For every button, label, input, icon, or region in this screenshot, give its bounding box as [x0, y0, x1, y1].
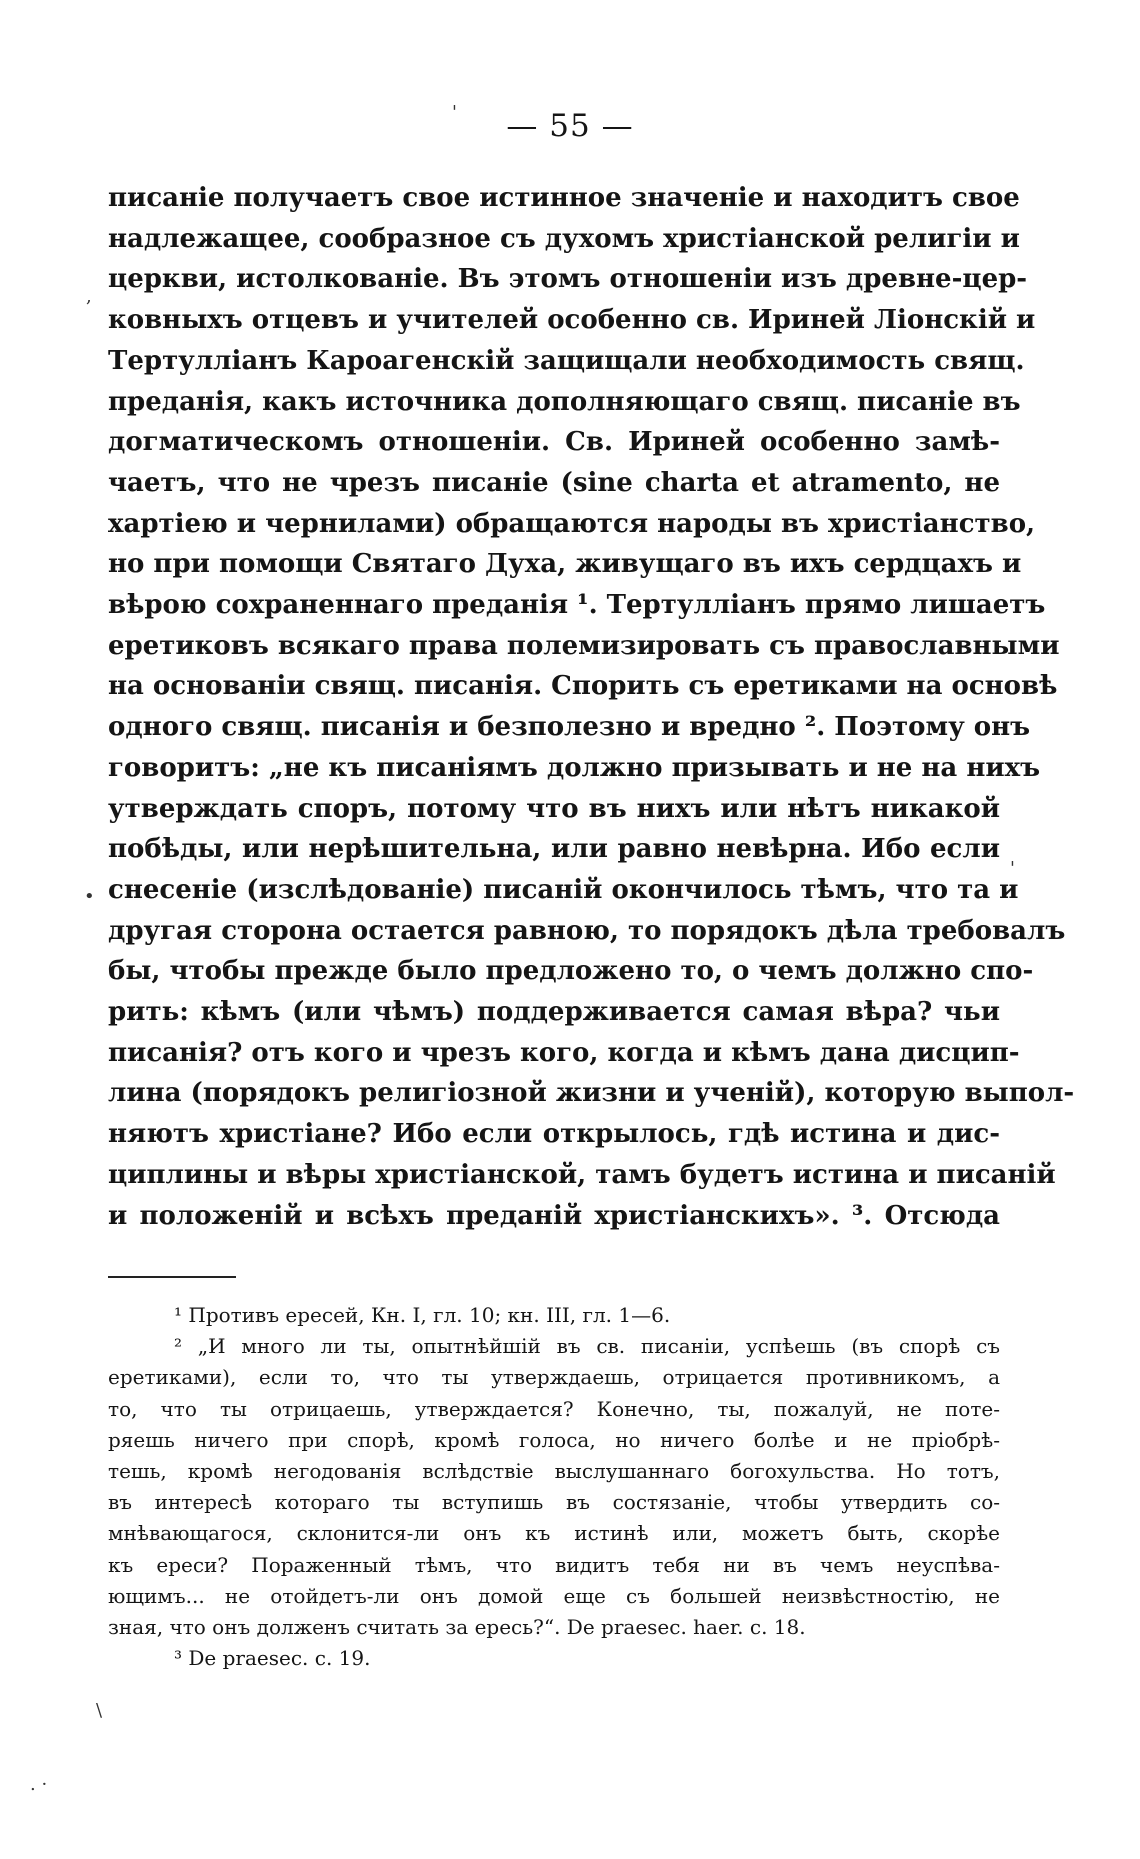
footnote-line: ряешь ничего при спорѣ, кромѣ голоса, но ничего болѣе и не пріобрѣ-	[108, 1427, 1000, 1452]
text-line: чаетъ, что не чрезъ писаніе (sine charta et atramento, не	[108, 467, 1000, 498]
scan-speck: ,	[86, 286, 92, 307]
footnote-line: ющимъ... не отойдетъ-ли онъ домой еще съ большей неизвѣстностію, не	[108, 1583, 1000, 1608]
text-line: утверждать споръ, потому что въ нихъ или нѣтъ никакой	[108, 793, 1000, 824]
text-line: догматическомъ отношеніи. Св. Ириней особенно замѣ-	[108, 427, 1000, 458]
footnote-line: къ ереси? Пораженный тѣмъ, что видитъ тебя ни въ чемъ неуспѣва-	[108, 1552, 1000, 1577]
page-number: — 55 —	[506, 108, 634, 144]
footnote-3: ³ De praesec. c. 19.	[174, 1646, 371, 1671]
text-line: вѣрою сохраненнаго преданія ¹. Тертулліанъ прямо лишаетъ	[108, 590, 1046, 621]
footnotes	[108, 1300, 1000, 1674]
text-line: на основаніи свящ. писанія. Спорить съ еретиками на основѣ	[108, 671, 1058, 702]
text-line: надлежащее, сообразное съ духомъ христіанской религіи и	[108, 223, 1020, 254]
text-line: церкви, истолкованіе. Въ этомъ отношеніи изъ древне-цер-	[108, 264, 1028, 295]
footnote-line: тешь, кромѣ негодованія вслѣдствіе выслушаннаго богохульства. Но тотъ,	[108, 1459, 1000, 1484]
footnote-line: то, что ты отрицаешь, утверждается? Конечно, ты, пожалуй, не поте-	[108, 1396, 1000, 1421]
footnote-line: въ интересѣ котораго ты вступишь въ состязаніе, чтобы утвердить со-	[108, 1490, 1000, 1515]
text-line: циплины и вѣры христіанской, тамъ будетъ истина и писаній	[108, 1159, 1056, 1190]
text-line: хартіею и чернилами) обращаются народы въ христіанство,	[108, 508, 1036, 539]
text-line: рить: кѣмъ (или чѣмъ) поддерживается самая вѣра? чьи	[108, 997, 1000, 1028]
text-line: побѣды, или нерѣшительна, или равно невѣрна. Ибо если	[108, 834, 1000, 865]
text-line: лина (порядокъ религіозной жизни и ученій), которую выпол-	[108, 1078, 1075, 1109]
scan-speck: •	[84, 886, 95, 907]
text-line: другая сторона остается равною, то порядокъ дѣла требовалъ	[108, 915, 1066, 946]
text-line: говоритъ: „не къ писаніямъ должно призывать и не на нихъ	[108, 752, 1041, 783]
text-line: бы, чтобы прежде было предложено то, о чемъ должно спо-	[108, 956, 1034, 987]
text-line: еретиковъ всякаго права полемизировать съ православными	[108, 630, 1060, 661]
footnote-line: зная, что онъ долженъ считать за ересь?“. De praesec. haer. c. 18.	[108, 1615, 806, 1640]
scan-speck: '	[1010, 858, 1015, 879]
text-line: одного свящ. писанія и безполезно и вредно ². Поэтому онъ	[108, 712, 1031, 743]
text-line: Тертулліанъ Кароагенскій защищали необходимость свящ.	[108, 345, 1025, 376]
text-line: и положеній и всѣхъ преданій христіанскихъ». ³. Отсюда	[108, 1200, 1000, 1231]
scan-speck: . ·	[30, 1774, 48, 1795]
text-line: но при помощи Святаго Духа, живущаго въ ихъ сердцахъ и	[108, 549, 1022, 580]
footnote-1: ¹ Противъ ересей, Кн. I, гл. 10; кн. III, гл. 1—6.	[174, 1303, 671, 1327]
footnote-line: мнѣвающагося, склонится-ли онъ къ истинѣ или, можетъ быть, скорѣе	[108, 1521, 1000, 1546]
footnote-2: ² „И много ли ты, опытнѣйшій въ св. писаніи, успѣешь (въ спорѣ съ	[174, 1334, 1000, 1359]
scan-speck: '	[452, 102, 457, 123]
text-line: писанія? отъ кого и чрезъ кого, когда и кѣмъ дана дисцип-	[108, 1037, 1020, 1068]
footnote-divider	[108, 1276, 236, 1278]
footnote-line: еретиками), если то, что ты утверждаешь, отрицается противникомъ, а	[108, 1365, 1000, 1390]
text-line: писаніе получаетъ свое истинное значеніе и находитъ свое	[108, 183, 1020, 213]
scan-speck: \	[96, 1700, 103, 1721]
main-text	[108, 178, 1075, 1236]
text-line: преданія, какъ источника дополняющаго свящ. писаніе въ	[108, 386, 1021, 417]
text-line: няютъ христіане? Ибо если открылось, гдѣ истина и дис-	[108, 1119, 1000, 1150]
text-line: ковныхъ отцевъ и учителей особенно св. Ириней Ліонскій и	[108, 305, 1036, 336]
text-line: снесеніе (изслѣдованіе) писаній окончилось тѣмъ, что та и	[108, 874, 1019, 905]
